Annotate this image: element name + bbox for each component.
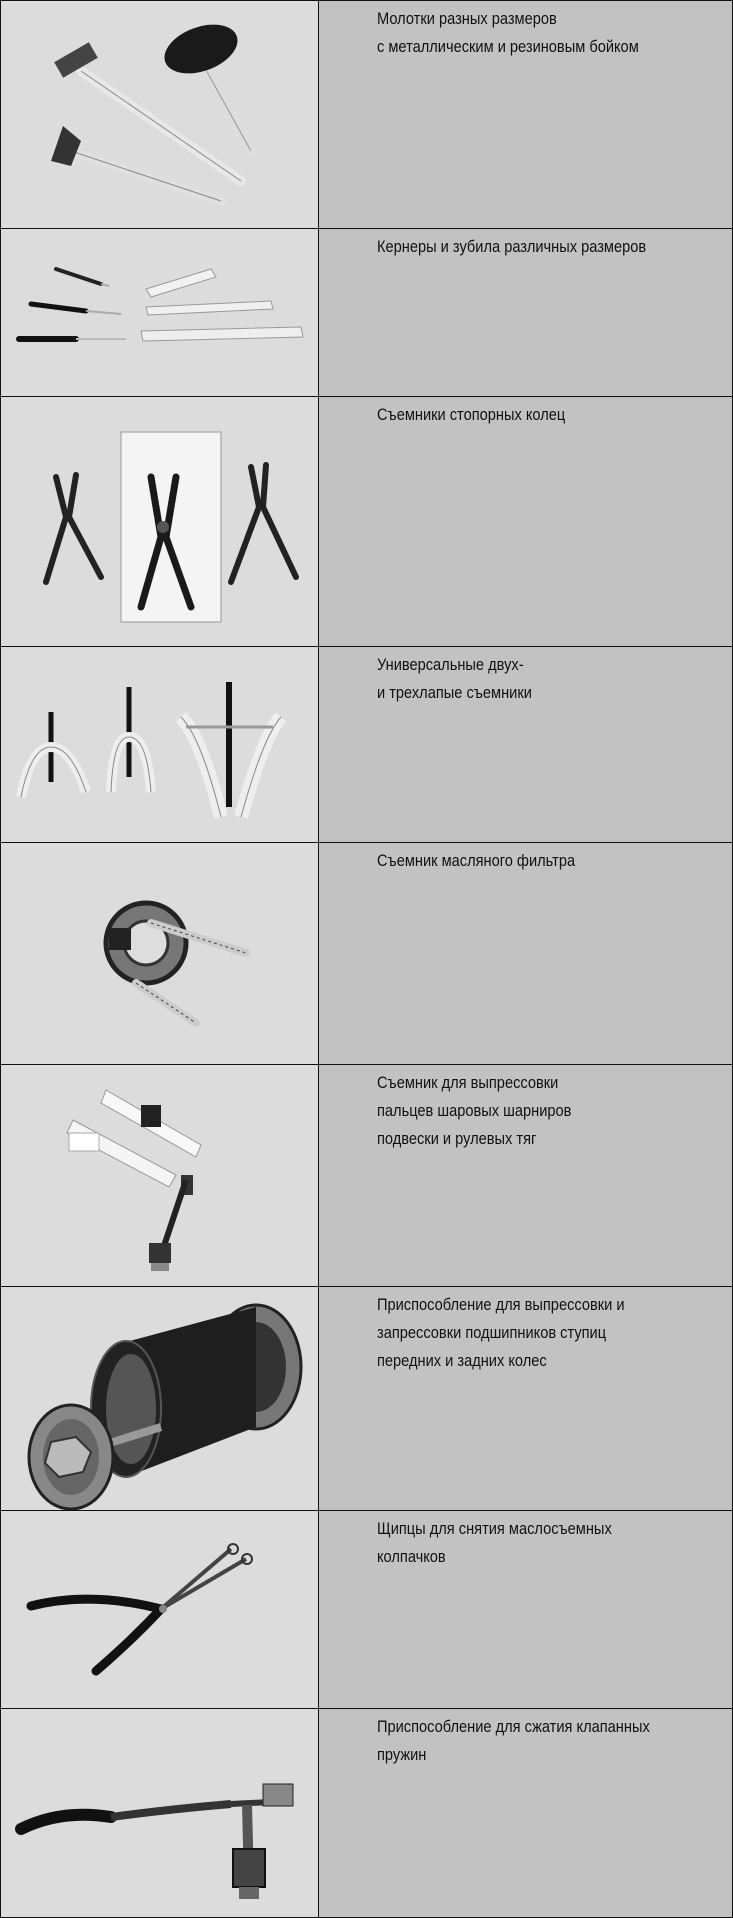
tool-description: Приспособление для выпрессовки и запрессовки подшипников ступиц передних и задних колес xyxy=(377,1295,625,1370)
tool-description: Съемник для выпрессовки пальцев шаровых шарниров подвески и рулевых тяг xyxy=(377,1073,572,1148)
table-row xyxy=(1,1709,732,1917)
table-row xyxy=(1,1287,732,1511)
table-row xyxy=(1,843,732,1065)
oil-filter-wrench-icon xyxy=(1,843,319,1064)
image-cell xyxy=(1,843,319,1064)
valve-seal-pliers-icon xyxy=(1,1511,319,1708)
bearing-press-tool-icon xyxy=(1,1287,319,1510)
hammers-icon xyxy=(1,1,319,228)
description-cell xyxy=(319,397,732,646)
gear-pullers-icon xyxy=(1,647,319,842)
image-cell xyxy=(1,647,319,842)
table-row xyxy=(1,1065,732,1287)
ball-joint-puller-icon xyxy=(1,1065,319,1286)
table-row xyxy=(1,397,732,647)
image-cell xyxy=(1,1287,319,1510)
image-cell xyxy=(1,1511,319,1708)
tool-description: Кернеры и зубила различных размеров xyxy=(377,237,647,256)
valve-spring-compressor-icon xyxy=(1,1709,319,1917)
description-cell xyxy=(319,1,732,228)
description-cell xyxy=(319,843,732,1064)
tool-description: Молотки разных размеров с металлическим и резиновым бойком xyxy=(377,9,639,56)
table-row xyxy=(1,1511,732,1709)
image-cell xyxy=(1,397,319,646)
circlip-pliers-icon xyxy=(1,397,319,646)
tool-description: Съемники стопорных колец xyxy=(377,405,566,424)
description-cell xyxy=(319,1511,732,1708)
description-cell xyxy=(319,1065,732,1286)
table-row xyxy=(1,647,732,843)
description-cell xyxy=(319,647,732,842)
tool-description: Щипцы для снятия маслосъемных колпачков xyxy=(377,1519,612,1566)
tool-description: Универсальные двух- и трехлапые съемники xyxy=(377,655,532,702)
description-cell xyxy=(319,229,732,396)
image-cell xyxy=(1,1,319,228)
description-cell xyxy=(319,1287,732,1510)
description-cell xyxy=(319,1709,732,1917)
table-row xyxy=(1,229,732,397)
image-cell xyxy=(1,229,319,396)
image-cell xyxy=(1,1709,319,1917)
table-row xyxy=(1,1,732,229)
punches-chisels-icon xyxy=(1,229,319,396)
tool-description: Приспособление для сжатия клапанных пружин xyxy=(377,1717,650,1764)
image-cell xyxy=(1,1065,319,1286)
tool-description: Съемник масляного фильтра xyxy=(377,851,576,870)
